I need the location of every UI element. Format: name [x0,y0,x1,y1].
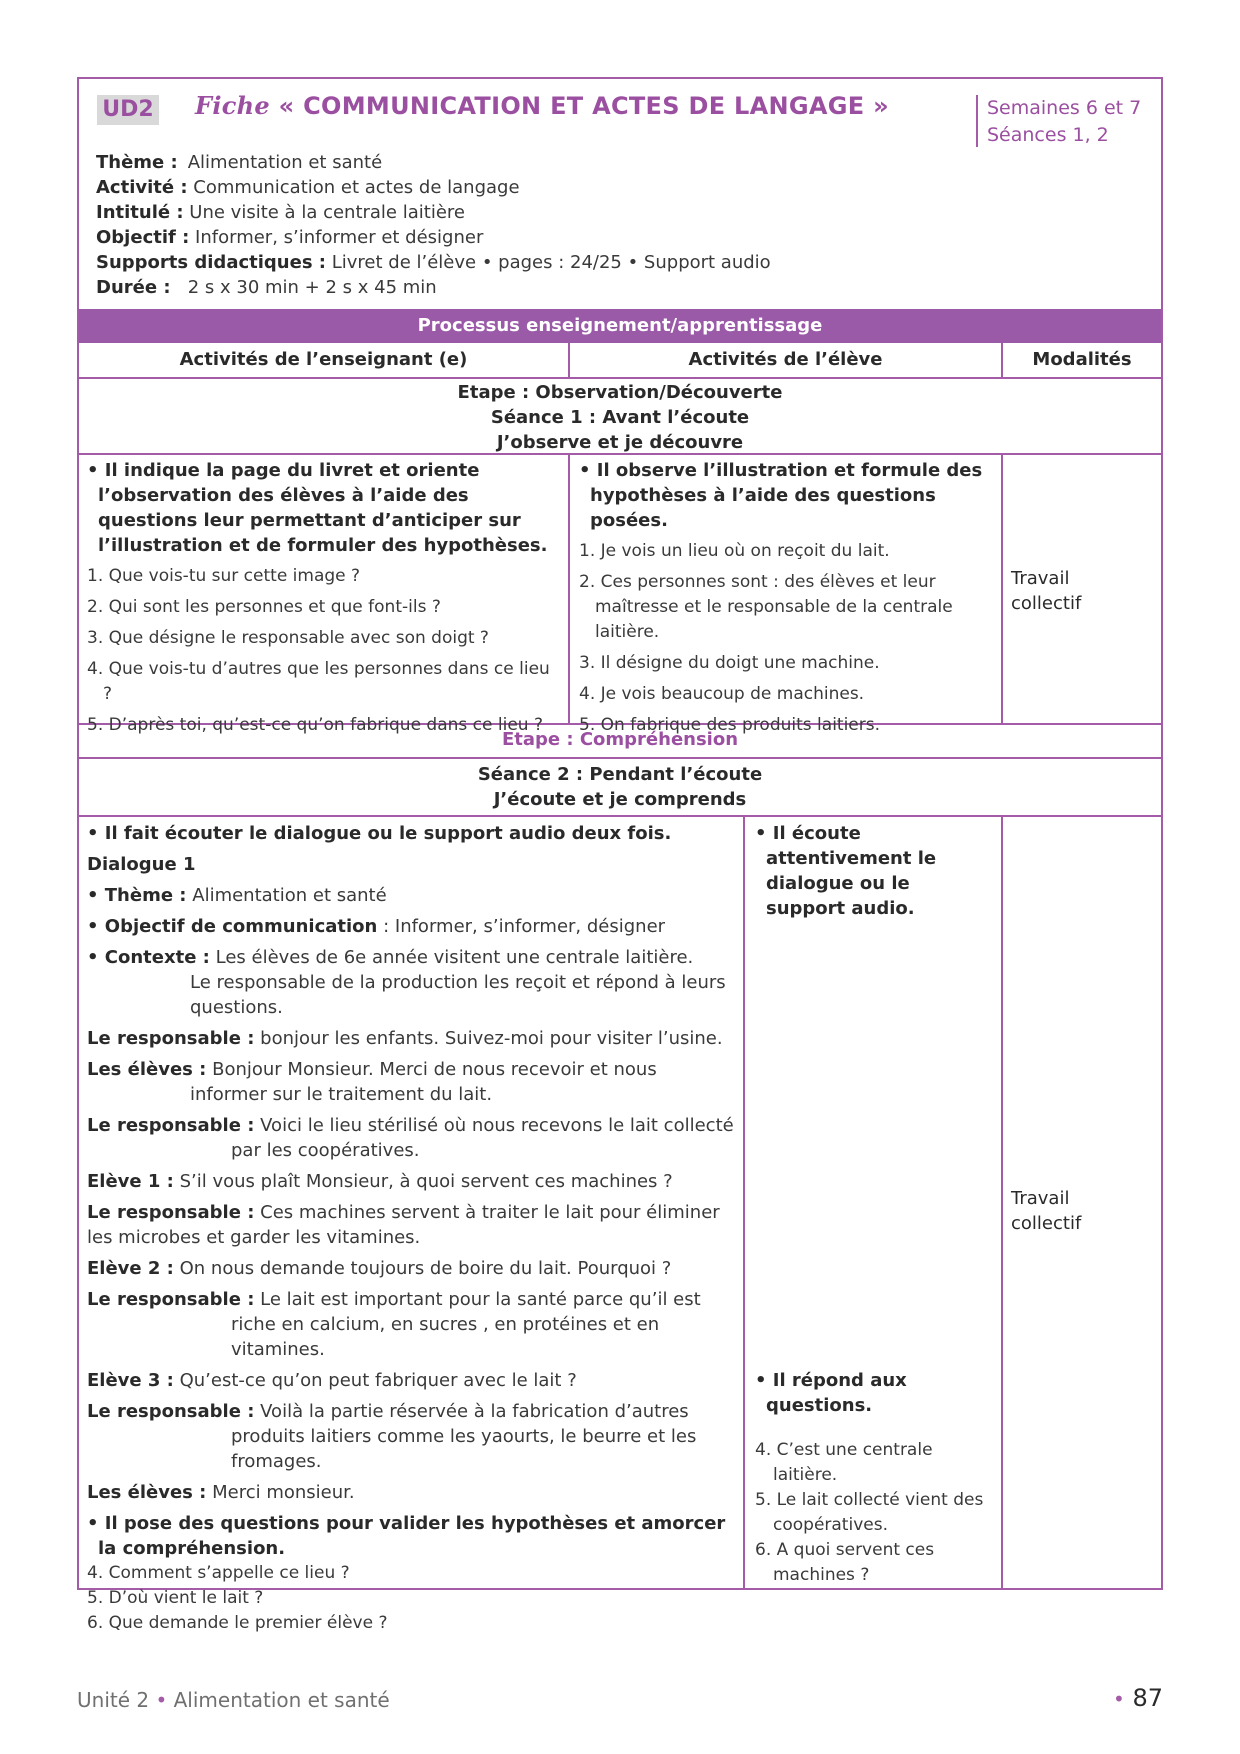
stage2-teacher-cell [87,821,737,1636]
list-item: 5. Le lait collecté vient des coopératives. [755,1490,984,1535]
col-header-teacher: Activités de l’enseignant (e) [179,349,468,370]
stage1-header [79,380,1161,455]
stage2-student-cell-bottom [755,1368,993,1588]
stage2-header [79,762,1161,812]
schedule-box [976,95,1141,147]
sessions-label: Séances 1, 2 [987,124,1109,146]
dialogue-title: Dialogue 1 [87,854,196,875]
dialogue-theme: • Thème : Alimentation et santé [87,885,387,906]
list-item: 2. Ces personnes sont : des élèves et leur maîtresse et le responsable de la centrale laitière. [579,572,953,642]
fiche-title [195,91,889,120]
meta-objective: Objectif : Informer, s’informer et désigner [96,227,484,248]
list-item: 4. Je vois beaucoup de machines. [579,684,865,704]
dialogue-line: Le responsable : Ces machines servent à traiter le lait pour éliminer les microbes et garder les vitamines. [87,1202,720,1248]
dialogue-line: Elève 3 : Qu’est-ce qu’on peut fabriquer avec le lait ? [87,1370,577,1391]
page-number-value: 87 [1132,1684,1163,1712]
grid-line [743,815,745,1590]
grid-line [79,815,1161,817]
worksheet-header [79,79,1161,309]
list-item: 1. Que vois-tu sur cette image ? [87,566,361,586]
meta-theme: Thème : Alimentation et santé [96,152,383,173]
footer-unit-label: Unité 2 [77,1688,150,1712]
stage2-student-bullet-1: • Il écoute attentivement le dialogue ou le support audio. [755,823,937,919]
list-item: 4. Que vois-tu d’autres que les personnes dans ce lieu ? [87,659,550,704]
dialogue-objective: • Objectif de communication : Informer, s’informer, désigner [87,916,666,937]
meta-duration: Durée : 2 s x 30 min + 2 s x 45 min [96,277,437,298]
stage2-seance: Séance 2 : Pendant l’écoute [477,764,763,785]
dialogue-line: Les élèves : Merci monsieur. [87,1482,355,1503]
grid-line [79,757,1161,759]
worksheet-frame [77,77,1163,1633]
dialogue-line: Les élèves : Bonjour Monsieur. Merci de nous recevoir et nous informer sur le traitement du lait. [87,1059,657,1105]
grid-line [568,343,570,377]
list-item: 5. D’après toi, qu’est-ce qu’on fabrique dans ce lieu ? [87,715,543,735]
stage2-teacher-bullet: • Il fait écouter le dialogue ou le support audio deux fois. [87,823,672,844]
list-item: 6. Que demande le premier élève ? [87,1613,388,1633]
dialogue-line: Le responsable : Voilà la partie réservée à la fabrication d’autres produits laitiers comme les yaourts, le beurre et les fromages. [87,1401,697,1472]
dialogue-line: Le responsable : Voici le lieu stérilisé où nous recevons le lait collecté par les coopératives. [87,1115,734,1161]
dialogue-context: • Contexte : Les élèves de 6e année visitent une centrale laitière. Le responsable de la production les reçoit et répond à leurs questions. [87,945,737,1020]
grid-line [1001,343,1003,377]
list-item: 4. Comment s’appelle ce lieu ? [87,1563,350,1583]
list-item: 3. Il désigne du doigt une machine. [579,653,880,673]
dialogue-line: Le responsable : bonjour les enfants. Suivez-moi pour visiter l’usine. [87,1028,723,1049]
grid-line [1001,453,1003,723]
col-header-student: Activités de l’élève [688,349,883,370]
unit-badge: UD2 [97,95,159,125]
fiche-word: Fiche [195,91,270,120]
stage2-student-bullet-2: • Il répond aux questions. [755,1370,907,1416]
page-bullet: • [1113,1687,1125,1711]
meta-title: Intitulé : Une visite à la centrale laitière [96,202,465,223]
list-item: 4. C’est une centrale laitière. [755,1440,933,1485]
list-item: 5. D’où vient le lait ? [87,1588,264,1608]
meta-info [96,150,771,300]
dialogue-line: Elève 2 : On nous demande toujours de boire du lait. Pourquoi ? [87,1258,672,1279]
stage2-modalite: Travail collectif [1011,1188,1082,1234]
grid-line [79,377,1161,379]
stage1-teacher-bullet: • Il indique la page du livret et oriente l’observation des élèves à l’aide des questions leur permettant d’anticiper sur l’illustration et de formuler des hypothèses. [87,460,548,556]
page-number [1113,1684,1163,1712]
dialogue-line: Elève 1 : S’il vous plaît Monsieur, à quoi servent ces machines ? [87,1171,673,1192]
list-item: 1. Je vois un lieu où on reçoit du lait. [579,541,890,561]
list-item: 2. Qui sont les personnes et que font-ils ? [87,597,441,617]
stage1-teacher-cell [87,458,557,744]
stage1-student-cell [579,458,994,744]
footer-unit [77,1688,390,1712]
stage2-student-cell-top [755,821,993,927]
list-item: 3. Que désigne le responsable avec son doigt ? [87,628,489,648]
weeks-label: Semaines 6 et 7 [987,97,1142,119]
grid-line [1001,815,1003,1590]
meta-supports: Supports didactiques : Livret de l’élève • pages : 24/25 • Support audio [96,252,771,273]
stage1-modalite: Travail collectif [1011,568,1082,614]
grid-line [568,453,570,723]
footer-bullet: • [155,1688,168,1712]
fiche-title-text: « COMMUNICATION ET ACTES DE LANGAGE » [278,92,889,120]
col-header-modalites: Modalités [1032,349,1132,370]
meta-activity: Activité : Communication et actes de langage [96,177,520,198]
stage1-subtitle: J’observe et je découvre [496,432,744,453]
list-item: 5. On fabrique des produits laitiers. [579,715,881,735]
dialogue-line: Le responsable : Le lait est important pour la santé parce qu’il est riche en calcium, en sucres , en protéines et en vitamines. [87,1289,701,1360]
stage2-subtitle: J’écoute et je comprends [493,789,747,810]
list-item: 6. A quoi servent ces machines ? [755,1540,935,1585]
context-continued: Le responsable de la production les reçoit et répond à leurs questions. [190,972,726,1018]
stage1-seance: Séance 1 : Avant l’écoute [490,407,750,428]
stage2-teacher-bullet-2: • Il pose des questions pour valider les hypothèses et amorcer la compréhension. [87,1513,726,1559]
process-band: Processus enseignement/apprentissage [79,309,1161,343]
stage1-student-bullet: • Il observe l’illustration et formule des hypothèses à l’aide des questions posées. [579,460,983,531]
footer-theme: Alimentation et santé [173,1688,390,1712]
stage2-etape: Etape : Compréhension [501,729,739,750]
stage1-etape: Etape : Observation/Découverte [457,382,783,403]
